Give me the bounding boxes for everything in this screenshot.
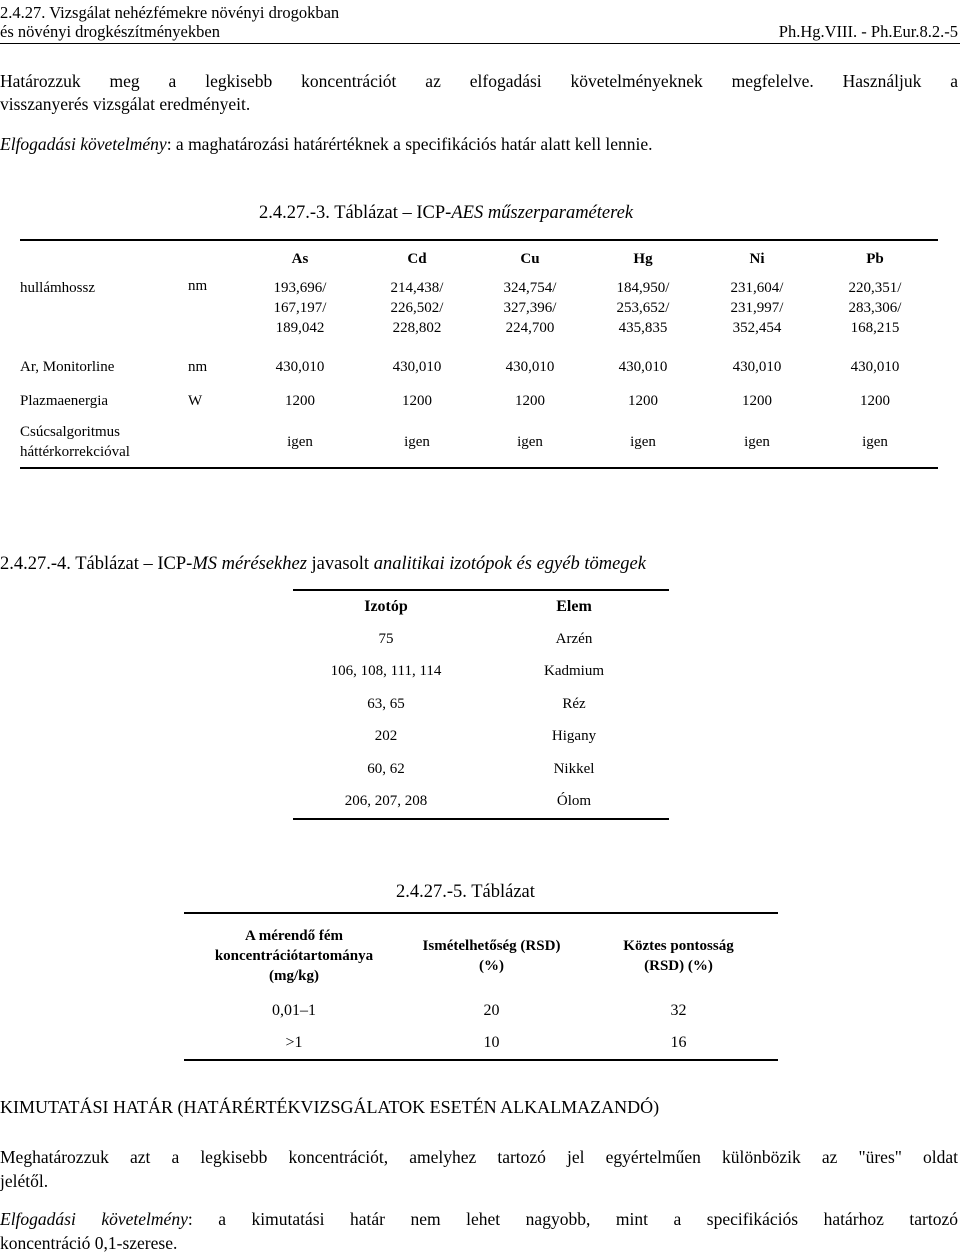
table4-row [293,753,669,786]
table3-caption [259,203,633,224]
table3-row-unit [188,418,242,466]
table4-caption [0,554,646,575]
table4-caption-dash: – [143,554,153,574]
table4-cell-element: Nikkel [553,760,595,777]
table3-cell: 430,010 [618,359,668,375]
table3-row-label: Csúcsalgoritmus háttérkorrekcióval [20,424,130,460]
table3-cell: 430,010 [392,359,442,375]
table3-row-unit: nm [188,278,208,294]
table4-caption-italic2: analitikai izotópok és egyéb tömegek [373,554,646,574]
table4-caption-italic1: MS mérésekhez [192,554,307,574]
table3-cell: 1200 [515,393,545,409]
table3-header-cu: Cu [520,250,540,267]
table3-caption-title: AES műszerparaméterek [451,203,634,223]
table3-row [20,384,938,418]
table3-cell: 231,604/ 231,997/ 352,454 [730,280,784,336]
table3-row [20,418,938,466]
table3-cell: 1200 [285,393,315,409]
table5-header-intermediate-precision: Köztes pontosság (RSD) (%) [623,938,734,974]
table4-bottom-rule [293,818,669,820]
header-subtitle: és növényi drogkészítményekben [0,22,220,41]
detection-limit-criterion-line2: koncentráció 0,1-szerese. [0,1233,178,1253]
table5-cell: 16 [670,1034,687,1051]
table3-row-label: Ar, Monitorline [20,359,115,375]
table3-cell: 1200 [742,393,772,409]
table4-caption-prefix: ICP- [157,554,193,574]
table4-row [293,623,669,656]
table3-cell: 214,438/ 226,502/ 228,802 [390,280,444,336]
table3-cell: 430,010 [505,359,555,375]
acceptance-criterion-text: : a maghatározási határértéknek a specifikációs határ alatt kell lennie. [166,134,653,154]
detection-limit-criterion-label: Elfogadási követelmény [0,1209,188,1229]
table3-row-unit: nm [188,358,208,375]
detection-limit-heading: KIMUTATÁSI HATÁR (HATÁRÉRTÉKVIZSGÁLATOK ESETÉN ALKALMAZANDÓ) [0,1097,660,1117]
table4-header-isotope: Izotóp [364,598,408,615]
table3-row [20,350,938,384]
table5-header-repeatability: Ismételhetőség (RSD) (%) [422,938,561,974]
table3-caption-number: 2.4.27.-3. Táblázat [259,203,398,223]
detection-limit-criterion-text: : a kimutatási határ nem lehet nagyobb, mint a specifikációs határhoz tartozó [187,1209,958,1229]
detection-limit-criterion-line1 [0,1208,958,1231]
table4-cell-element: Higany [551,728,597,745]
table3-cell: igen [517,434,543,450]
table5-row [184,995,778,1027]
header-title: 2.4.27. Vizsgálat nehézfémekre növényi drogokban [0,3,340,22]
table5-bottom-rule [184,1059,778,1061]
table3-cell: 430,010 [275,359,325,375]
table3-header-cd: Cd [407,250,427,267]
table4-row [293,721,669,754]
table3-cell: igen [287,434,313,450]
detection-limit-paragraph-line2: jelétől. [0,1171,49,1191]
table3-header-ni: Ni [749,250,765,267]
table4-cell-element: Réz [562,695,586,712]
table3-cell: 1200 [402,393,432,409]
table3-cell: 220,351/ 283,306/ 168,215 [848,280,902,336]
table5-cell: 10 [483,1034,500,1051]
acceptance-criterion-label: Elfogadási követelmény [0,134,167,154]
table4-row [293,688,669,721]
table4-cell-element: Arzén [555,630,593,647]
table4-cell-element: Ólom [556,793,592,810]
table3-caption-dash: – [402,203,412,223]
table5-cell: >1 [285,1034,303,1051]
icp-aes-parameters-table [20,244,938,466]
table3-cell: 430,010 [850,359,900,375]
icp-ms-isotopes-table [293,591,669,818]
table3-cell: igen [630,434,656,450]
table5-header-concentration-range: A mérendő fém koncentrációtartománya (mg/kg) [214,928,374,984]
acceptance-criterion [0,133,958,156]
table4-cell-isotope: 75 [378,630,394,647]
table3-cell: 324,754/ 327,396/ 224,700 [503,280,557,336]
table3-caption-prefix: ICP- [416,203,452,223]
table3-header-pb: Pb [866,250,884,267]
table4-cell-element: Kadmium [544,663,604,680]
table4-header-element: Elem [556,598,592,615]
table3-cell: igen [404,434,430,450]
header-pharmacopoeia-ref: Ph.Hg.VIII. - Ph.Eur.8.2.-5 [778,22,958,41]
table5-cell: 0,01–1 [272,1002,316,1019]
table5-cell: 20 [483,1002,500,1019]
table4-cell-isotope: 206, 207, 208 [344,793,428,810]
table3-cell: igen [744,434,770,450]
table3-cell: 193,696/ 167,197/ 189,042 [273,280,327,336]
intro-paragraph-line2: visszanyerés vizsgálat eredményeit. [0,94,251,114]
table3-cell: 184,950/ 253,652/ 435,835 [616,280,670,336]
table3-header-hg: Hg [633,250,653,267]
table5-top-rule [184,912,778,914]
detection-limit-paragraph-line1: Meghatározzuk azt a legkisebb koncentrációt, amelyhez tartozó jel egyértelműen különbözik az "üres" oldat [0,1147,958,1167]
table4-row [293,656,669,689]
table3-cell: 1200 [628,393,658,409]
table3-cell: 430,010 [732,359,782,375]
table3-row-unit: W [188,392,203,409]
intro-paragraph-line1: Határozzuk meg a legkisebb koncentrációt az elfogadási követelményeknek megfelelve. Használjuk a [0,71,958,91]
table3-bottom-rule [20,467,938,469]
table4-cell-isotope: 60, 62 [367,760,405,777]
table3-header-empty [20,244,188,274]
precision-table [184,917,778,1059]
table4-row [293,786,669,819]
table4-cell-isotope: 106, 108, 111, 114 [330,663,442,680]
table5-row [184,1027,778,1059]
table5-caption: 2.4.27.-5. Táblázat [396,882,535,902]
table4-caption-number: 2.4.27.-4. Táblázat [0,554,139,574]
table4-cell-isotope: 63, 65 [367,695,405,712]
table3-row [20,274,938,350]
table3-header-as: As [291,250,309,267]
table3-cell: igen [862,434,888,450]
table3-top-rule [20,239,938,241]
table3-row-label: Plazmaenergia [20,393,109,409]
table3-row-label: hullámhossz [20,280,95,296]
table3-header-unit [188,244,242,274]
table3-cell: 1200 [860,393,890,409]
table4-caption-suggested: javasolt [311,554,370,574]
table4-cell-isotope: 202 [374,728,398,745]
header-rule [0,43,960,44]
table5-cell: 32 [670,1002,687,1019]
